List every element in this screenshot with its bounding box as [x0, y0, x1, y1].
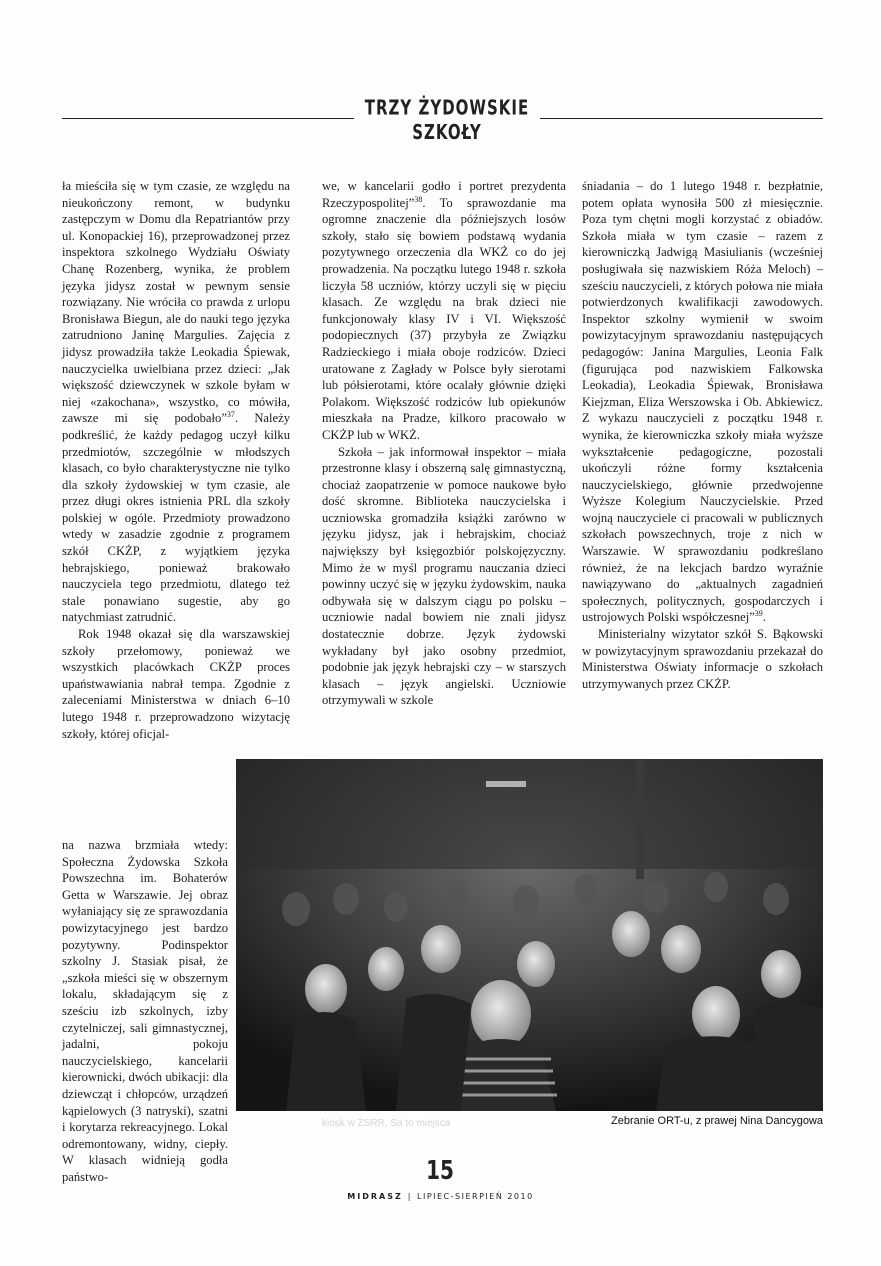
paragraph	[62, 178, 290, 626]
footnote-ref: 39	[754, 609, 763, 619]
running-header: TRZY ŻYDOWSKIE SZKOŁY	[364, 95, 530, 145]
photo-crowd-illustration	[236, 759, 823, 1111]
issue-date: LIPIEC-SIERPIEŃ 2010	[417, 1192, 534, 1201]
magazine-name: MIDRASZ	[347, 1192, 403, 1201]
paragraph	[582, 178, 823, 626]
paragraph	[322, 178, 566, 444]
text-column-1	[62, 178, 290, 838]
paragraph-text: śniadania – do 1 lutego 1948 r. bezpłatnie, potem opłata wynosiła 500 zł miesięcznie. Poza tym chętni mogli korzystać z obiadów. Szkoła miała w tym czasie – razem z kierowniczką Jadwigą Masiulianis (wcześniej posługiwała się nazwiskiem Róża Meloch) – sześciu nauczycieli, z których połowa nie miała potwierdzonych kwalifikacji zawodowych. Inspektor szkolny wymienił w swoim powizytacyjnym sprawozdaniu następujących pedagogów: Janina Margulies, Leonia Falk (figurująca pod nazwiskiem Falkowska Leokadia), Leokadia Śpiewak, Bronisława Kiejzman, Eliza Werszowska i Ob. Abkiewicz. Z wykazu nauczycieli z początku 1948 r. wynika, że kierowniczka szkoły miała wyższe wykształcenie pedagogiczne, pozostali ukończyli różne formy kształcenia nauczycielskiego, głównie przedwojenne Wyższe Kolegium Nauczycielskie. Przed wojną nauczyciele ci pracowali w publicznych szkołach powszechnych, troje z nich w Warszawie. W sprawozdaniu podkreślano również, że na lekcjach bardzo wyraźnie nawiązywano do „aktualnych zagadnień społecznych, politycznych, gospodarczych i ustrojowych Polski współczesnej”	[582, 179, 823, 625]
text-column-2	[322, 178, 566, 753]
paragraph: Ministerialny wizytator szkół S. Bąkowski w powizytacyjnym sprawozdaniu przekazał do Ministerstwa Oświaty informacje o szkołach utrzymywanych przez CKŻP.	[582, 627, 823, 691]
footer	[300, 1192, 581, 1201]
paragraph: Szkoła – jak informował inspektor – miała przestronne klasy i obszerną salę gimnastyczną, chociaż zaopatrzenie w pomoce naukowe było dość skromne. Biblioteka nauczycielska i uczniowska gromadziła książki zarówno w języku jidysz, jak i hebrajskim, chociaż największy był księgozbiór polskojęzyczny. Mimo że w myśl programu nauczania dzieci powinny uczyć się w języku żydowskim, nauka odbywała się w dalszym ciągu po polsku – uczniowie nadal bowiem nie znali jidysz dostatecznie dobrze. Język żydowski wykładany był jako osobny przedmiot, podobnie jak język hebrajski czy – w starszych klasach – język angielski. Uczniowie otrzymywali w szkole	[322, 444, 566, 708]
page-number: 15	[426, 1154, 454, 1186]
footnote-ref: 37	[226, 410, 235, 420]
photo-caption: Zebranie ORT-u, z prawej Nina Dancygowa	[611, 1115, 823, 1127]
text-column-3	[582, 178, 823, 753]
historical-photo	[236, 759, 823, 1111]
paragraph-text: .	[762, 610, 766, 625]
header-rule-right	[540, 118, 823, 119]
paragraph-text: . Należy podkreślić, że każdy pedagog uczył kilku przedmiotów, szczególnie w młodszych klasach, co było charakterystyczne nie tylko dla szkoły żydowskiej w tym czasie, ale przez długi okres istnienia PRL dla szkoły polskiej w ogóle. Przedmioty prowadzono wtedy w zasadzie zgodnie z programem szkół CKŻP, z wyjątkiem języka hebrajskiego, ponieważ brakowało nauczyciela tego przedmiotu, dlatego też stale ponawiano sugestie, aby go natychmiast zatrudnić.	[62, 411, 290, 625]
paragraph: na nazwa brzmiała wtedy: Społeczna Żydowska Szkoła Powszechna im. Bohaterów Getta w Warszawie. Jej obraz wyłaniający się ze sprawozdania powizytacyjnego jest bardzo pozytywny. Podinspektor szkolny J. Stasiak pisał, że „szkoła mieści się w obszernym lokalu, składającym się z sześciu izb szkolnych, izby czytelniczej, sali gimnastycznej, jadalni, pokoju nauczycielskiego, kancelarii kierownicki, dwóch ubikacji: dla dziewcząt i chłopców, urządzeń kąpielowych (3 natryski), szatni i korytarza rekreacyjnego. Lokal odremontowany, widny, ciepły. W klasach widnieją godła państwo-	[62, 838, 228, 1184]
paragraph-text: . To sprawozdanie ma ogromne znaczenie dla późniejszych losów szkoły, stało się bowiem podstawą wydania pozytywnego orzeczenia dla WKŻ co do jej prowadzenia. Na początku lutego 1948 r. szkoła liczyła 58 uczniów, którzy uczyli się w pięciu klasach. Ze względu na brak dzieci nie funkcjonowały klasy IV i VI. Większość podopiecznych (37) przybyła ze Związku Radzieckiego i miała oboje rodziców. Dzieci uratowane z Zagłady w Polsce były sierotami lub półsierotami, które ocalały głównie dzięki Polakom. Większość rodziców lub opiekunów mieszkała na Pradze, kilkoro pracowało w CKŻP lub w WKŻ.	[322, 195, 566, 442]
footnote-ref: 38	[414, 194, 423, 204]
footer-separator: |	[407, 1192, 412, 1201]
text-column-1-continued	[62, 837, 228, 1184]
paragraph-text: we, w kancelarii godło i portret prezydenta Rzeczypospolitej”	[322, 179, 566, 210]
paragraph-text: ła mieściła się w tym czasie, ze względu na nieukończony remont, w budynku zastępczym w Domu dla Repatriantów przy ul. Konopackiej 16), przeprowadzonej przez inspektora szkolnego Wydziału Oświaty Chanę Rozenberg, wynika, że problem języka jidysz został w pewnym sensie rozwiązany. Nie wróciła co prawda z urlopu Bronisława Biegun, ale do nauki tego języka zatrudniono Janinę Margulies. Zajęcia z jidysz prowadziła także Leokadia Śpiewak, nauczycielka uwielbiana przez dzieci: „Jak większość dziewczynek w szkole byłam w niej «zakochana», wszystko, co mówiła, zawsze mi się podobało”	[62, 179, 290, 426]
paragraph: Rok 1948 okazał się dla warszawskiej szkoły przełomowy, ponieważ we wszystkich placówkach CKŻP proces upaństwawiania nabrał tempa. Zgodnie z zaleceniami Ministerstwa w dniach 6–10 lutego 1948 r. przeprowadzono wizytację szkoły, której oficjal-	[62, 627, 290, 741]
header-rule-left	[62, 118, 354, 119]
show-through-text: kiosk w ŻSRR, Sa to miejsca	[322, 1118, 451, 1129]
